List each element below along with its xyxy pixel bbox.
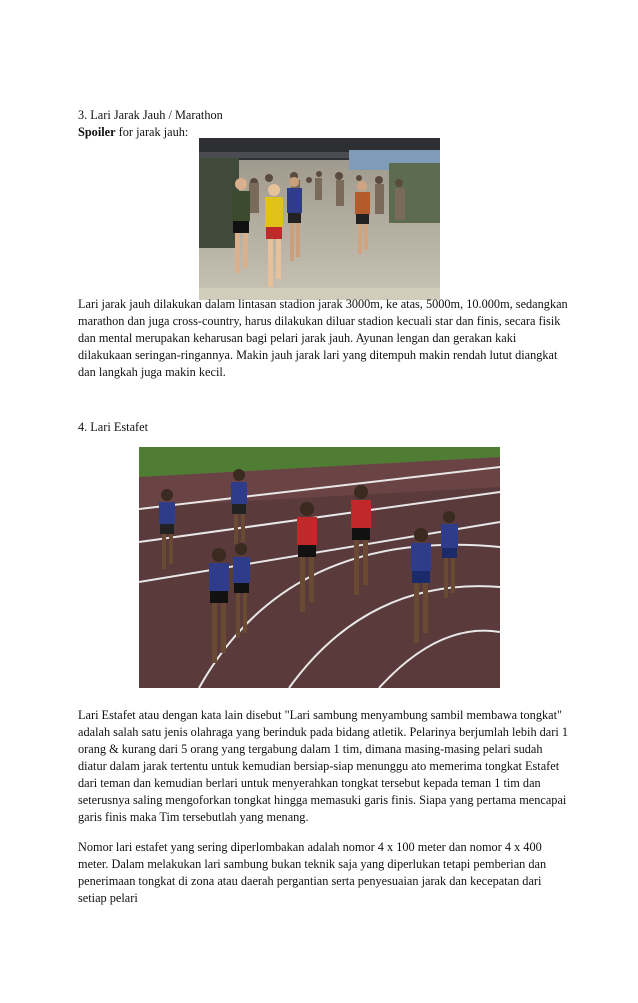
section-3-heading: 3. Lari Jarak Jauh / Marathon — [78, 108, 223, 122]
section-4-paragraph-2: Nomor lari estafet yang sering diperlombakan adalah nomor 4 x 100 meter dan nomor 4 x 400 meter. Dalam melakukan lari sambung bukan teknik saja yang diperlukan tetapi pemberian dan penerimaan tongkat di zona atau daerah pergantian serta penyesuaian jarak dan kecepatan dari setiap pelari — [78, 840, 547, 905]
spoiler-line — [78, 124, 188, 141]
marathon-runners-photo — [199, 138, 440, 300]
section-4-paragraph-1: Lari Estafet atau dengan kata lain disebut "Lari sambung menyambung sambil membawa tongkat" adalah salah satu jenis olahraga yang berinduk pada bidang atletik. Pelarinya berjumlah lebih dari 1 orang & kurang dari 5 orang yang tergabung dalam 1 tim, dimana masing-masing pelari sudah diatur dalam jarak tertentu untuk kemudian bersiap-siap menunggu ato memerima tongkat Estafet dari teman dan kemudian berlari untuk menyerahkan tongkat tersebut kepada teman 1 tim dan seterusnya saling mengoforkan tongkat hingga memasuki garis finis. Siapa yang pertama mencapai garis finis maka Tim tersebutlah yang menang. — [78, 708, 569, 824]
section-3-paragraph: Lari jarak jauh dilakukan dalam lintasan stadion jarak 3000m, ke atas, 5000m, 10.000m, sedangkan marathon dan juga cross-country, harus dilakukan diluar stadion kecuali star dan finis, secara fisik dan mental merupakan keharusan bagi pelari jarak jauh. Ayunan lengan dan gerakan kaki dilakukaan seringan-ringannya. Makin jauh jarak lari yang ditempuh makin rendah lutut diangkat dan langkah juga makin kecil. — [78, 297, 568, 379]
spoiler-caption: for jarak jauh: — [115, 125, 189, 139]
spoiler-label[interactable]: Spoiler — [78, 125, 116, 139]
section-4-heading: 4. Lari Estafet — [78, 420, 148, 434]
relay-race-photo — [139, 447, 500, 688]
